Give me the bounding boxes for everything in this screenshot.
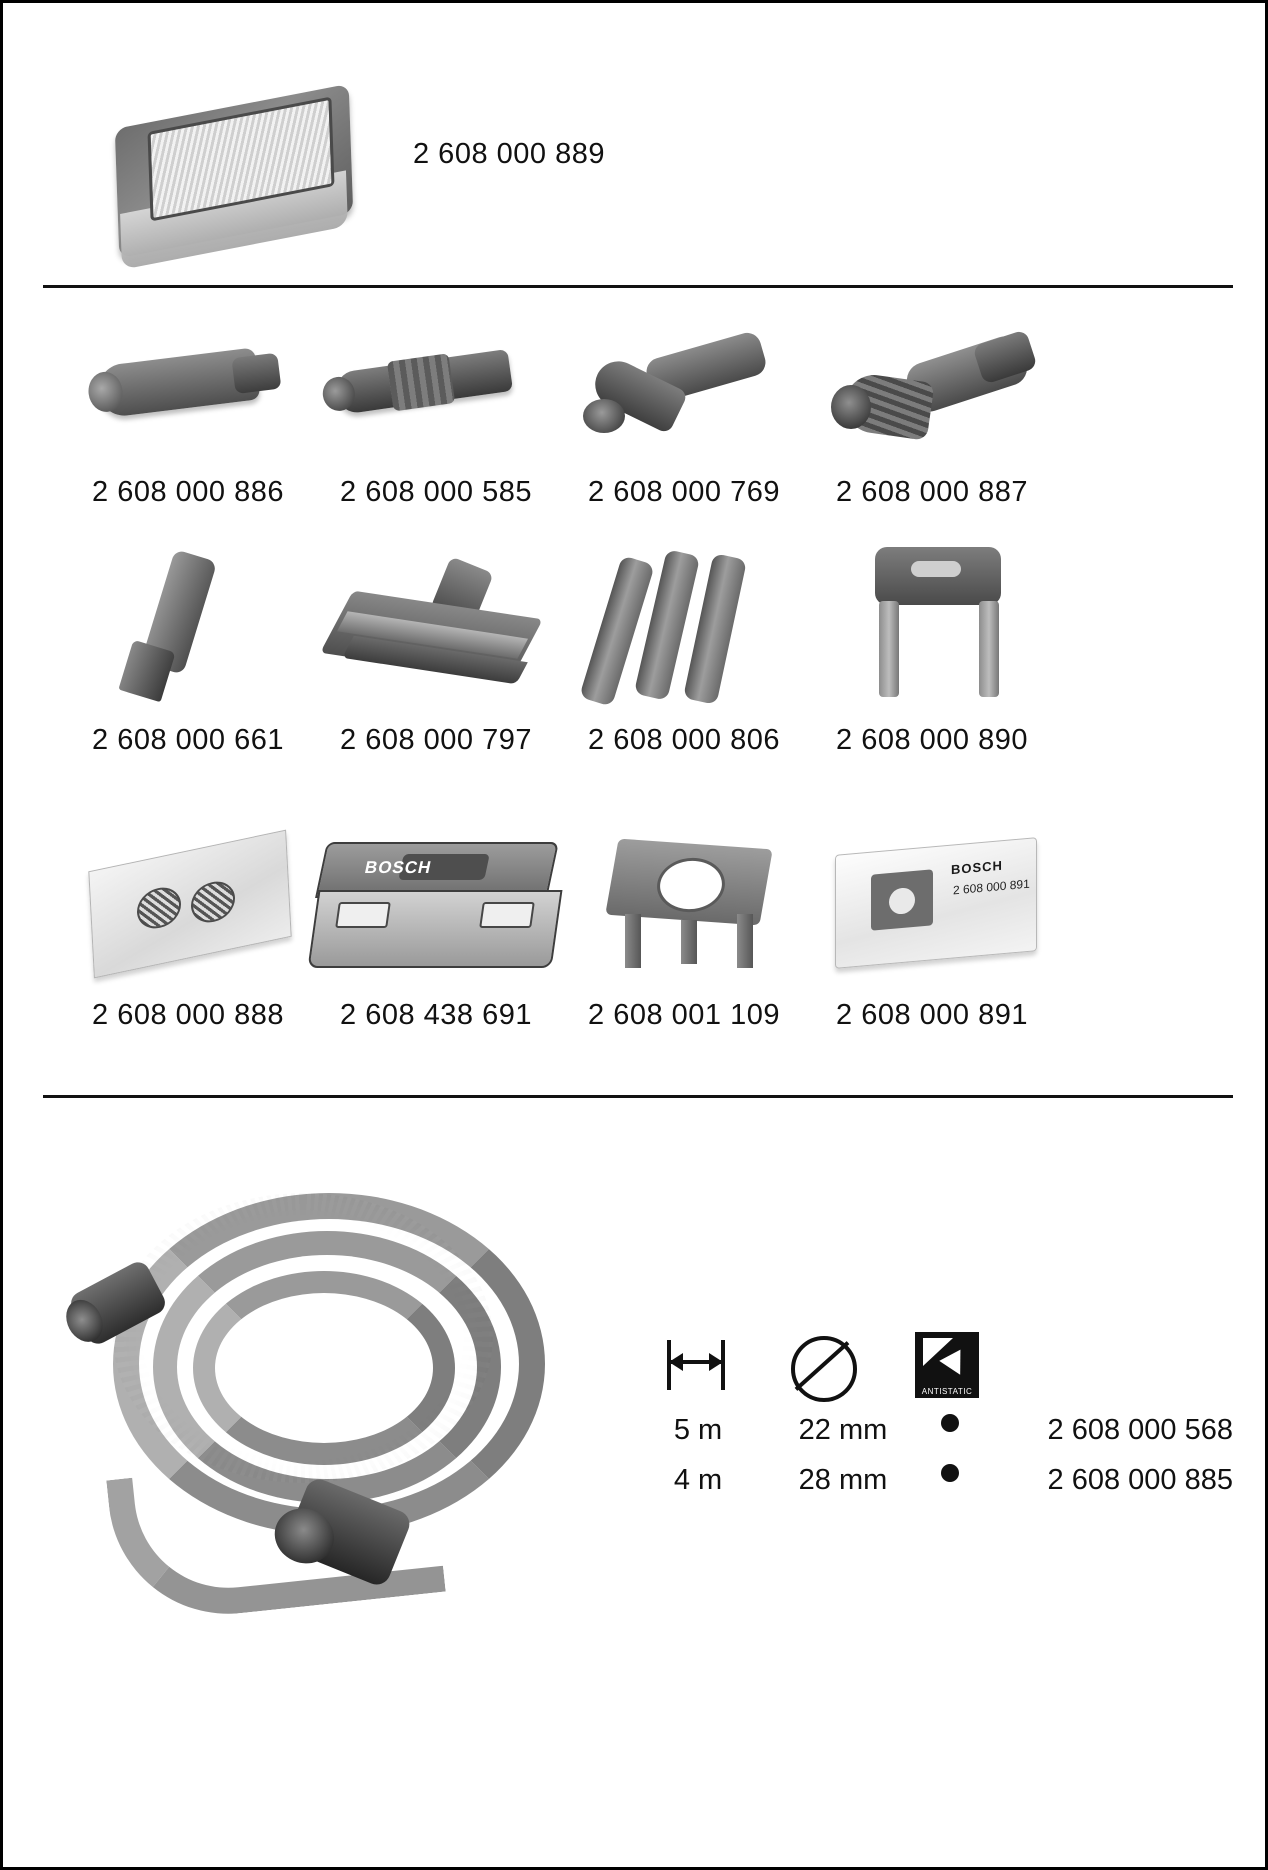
accessory-cell xyxy=(787,828,1077,1032)
lboxx-brand-label: BOSCH xyxy=(363,858,434,877)
section-hose xyxy=(43,1123,1233,1833)
antistatic-label: ANTISTATIC xyxy=(921,1387,973,1396)
hose-length: 4 m xyxy=(673,1464,723,1496)
hose-row xyxy=(643,1464,1233,1514)
accessory-part-number: 2 608 000 661 xyxy=(92,724,284,756)
accessory-part-number: 2 608 000 797 xyxy=(340,724,532,756)
coiled-suction-hose-icon xyxy=(53,1163,613,1593)
accessory-part-number: 2 608 000 890 xyxy=(836,724,1028,756)
accessory-part-number: 2 608 438 691 xyxy=(340,999,532,1031)
accessory-part-number: 2 608 001 109 xyxy=(588,999,780,1031)
accessory-row-3 xyxy=(43,828,1233,1078)
accessory-cell xyxy=(43,543,333,757)
accessory-cell xyxy=(291,828,581,1032)
accessory-part-number: 2 608 000 806 xyxy=(588,724,780,756)
accessory-part-number: 2 608 000 769 xyxy=(588,476,780,508)
extension-tubes-icon xyxy=(539,543,829,718)
curved-nozzle-icon xyxy=(539,315,829,470)
hose-length: 5 m xyxy=(673,1414,723,1446)
plastic-disposal-bag-icon xyxy=(43,828,333,993)
hose-spec-table xyxy=(643,1338,1233,1514)
divider-2 xyxy=(43,1095,1233,1098)
accessory-cell xyxy=(291,315,581,509)
hose-spec-header xyxy=(643,1338,1233,1414)
l-boxx-case-icon xyxy=(291,828,581,993)
divider-1 xyxy=(43,285,1233,288)
diameter-icon xyxy=(791,1336,857,1402)
accessory-row-1 xyxy=(43,315,1233,545)
tool-adapter-icon xyxy=(291,315,581,470)
dustbag-brand-label: BOSCH xyxy=(951,857,1003,878)
crevice-nozzle-icon xyxy=(43,543,333,718)
accessory-part-number: 2 608 000 886 xyxy=(92,476,284,508)
accessory-cell xyxy=(291,543,581,757)
accessory-cell xyxy=(539,543,829,757)
filter-part-number: 2 608 000 889 xyxy=(413,138,605,170)
length-measure-icon xyxy=(663,1338,729,1394)
hose-part-number: 2 608 000 885 xyxy=(1047,1464,1233,1496)
adapter-insert-plate-icon xyxy=(539,828,829,993)
accessory-part-number: 2 608 000 891 xyxy=(836,999,1028,1031)
accessory-cell xyxy=(43,315,333,509)
hose-diameter: 28 mm xyxy=(798,1464,888,1496)
accessory-row-2 xyxy=(43,543,1233,793)
reducing-adapter-icon xyxy=(43,315,333,470)
flat-pleated-filter-icon xyxy=(103,88,373,258)
dustbag-code-label: 2 608 000 891 xyxy=(953,876,1030,898)
accessory-part-number: 2 608 000 887 xyxy=(836,476,1028,508)
accessory-cell xyxy=(787,315,1077,509)
section-filter xyxy=(43,33,1233,308)
hose-diameter: 22 mm xyxy=(798,1414,888,1446)
brush-adapter-nozzle-icon xyxy=(787,315,1077,470)
fleece-dust-bag-icon xyxy=(787,828,1077,993)
page-content xyxy=(43,33,1233,1838)
accessory-cell xyxy=(787,543,1077,757)
antistatic-icon xyxy=(915,1332,979,1398)
handle-frame-icon xyxy=(787,543,1077,718)
hose-antistatic-mark xyxy=(925,1464,975,1487)
accessory-cell xyxy=(539,828,829,1032)
hose-row xyxy=(643,1414,1233,1464)
hose-part-number: 2 608 000 568 xyxy=(1047,1414,1233,1446)
floor-nozzle-icon xyxy=(291,543,581,718)
accessory-part-number: 2 608 000 888 xyxy=(92,999,284,1031)
accessory-cell xyxy=(43,828,333,1032)
accessory-cell xyxy=(539,315,829,509)
accessory-part-number: 2 608 000 585 xyxy=(340,476,532,508)
hose-antistatic-mark xyxy=(925,1414,975,1437)
